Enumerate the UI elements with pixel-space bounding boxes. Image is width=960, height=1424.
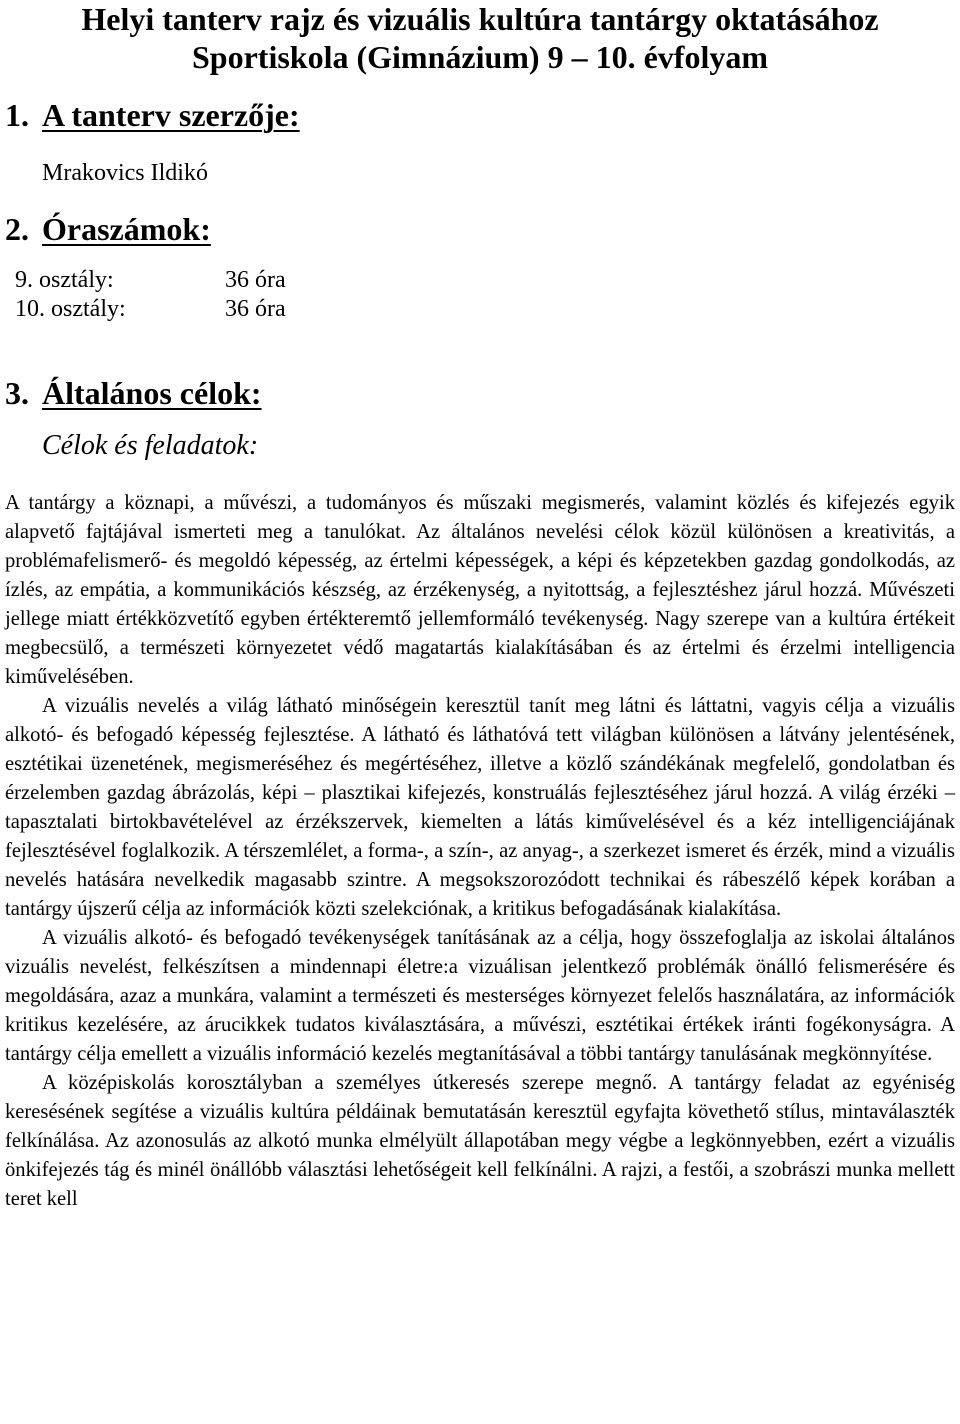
author-name: Mrakovics Ildikó xyxy=(42,160,208,186)
hours-row-value: 36 óra xyxy=(225,296,286,322)
hours-row-label: 10. osztály: xyxy=(15,296,126,322)
section-1-title: A tanterv szerzője: xyxy=(42,97,300,133)
hours-row-label: 9. osztály: xyxy=(15,267,114,293)
hours-row xyxy=(15,266,955,295)
title-line-1: Helyi tanterv rajz és vizuális kultúra tantárgy oktatásához xyxy=(81,1,879,37)
body-paragraph: A középiskolás korosztályban a személyes útkeresés szerepe megnő. A tantárgy feladat az egyéniség keresésének segítése a vizuális kultúra példáinak bemutatásán keresztül egyfajta követhető stílus, mintaválaszték felkínálása. Az azonosulás az alkotó munka elmélyült állapotában megy végbe a legkönnyebben, ezért a vizuális önkifejezés tág és minél önállóbb választási lehetőségeit kell felkínálni. A rajzi, a festői, a szobrászi munka mellett teret kell xyxy=(5,1072,955,1210)
section-1-heading xyxy=(5,96,955,134)
section-3-body xyxy=(5,489,955,1214)
section-2-heading xyxy=(5,210,955,248)
section-2-title: Óraszámok: xyxy=(42,211,211,247)
title-line-2: Sportiskola (Gimnázium) 9 – 10. évfolyam xyxy=(192,39,768,75)
hours-row xyxy=(15,295,955,324)
hours-table xyxy=(15,266,955,324)
section-2-number: 2. xyxy=(5,211,29,247)
section-3-number: 3. xyxy=(5,375,29,411)
section-3-heading xyxy=(5,374,955,412)
body-paragraph: A vizuális alkotó- és befogadó tevékenységek tanításának az a célja, hogy összefoglalja az iskolai általános vizuális nevelést, felkészítsen a mindennapi életre:a vizuálisan jelentkező problémák önálló felismerésére és megoldására, azaz a munkára, valamint a természeti és mesterséges környezet felelős használatára, az információk kritikus kezelésére, az árucikkek tudatos kiválasztására, a művészi, esztétikai értékek iránti fogékonyságra. A tantárgy célja emellett a vizuális információ kezelés megtanításával a többi tantárgy tanulásának megkönnyítése. xyxy=(5,927,955,1065)
section-1-number: 1. xyxy=(5,97,29,133)
body-paragraph: A vizuális nevelés a világ látható minőségein keresztül tanít meg látni és láttatni, vagyis célja a vizuális alkotó- és befogadó képesség fejlesztése. A látható és láthatóvá tett világban különösen a látvány jelentésének, esztétikai üzenetének, megismeréséhez és megértéséhez, illetve a közlő szándékának megfelelő, gondolatban és érzelemben gazdag ábrázolás, képi – plasztikai kifejezés, konstruálás fejlesztéséhez járul hozzá. A világ érzéki –tapasztalati birtokbavételével az érzékszervek, kiemelten a látás kiművelésével és a kéz intelligenciájának fejlesztésével foglalkozik. A térszemlélet, a forma-, a szín-, az anyag-, a szerkezet ismeret és érzék, mind a vizuális nevelés hatására nevelkedik magasabb szintre. A megsokszorozódott technikai és rábeszélő képek korában a tantárgy újszerű célja az információk közti szelekciónak, a kritikus befogadásának kialakítása. xyxy=(5,695,955,920)
hours-row-value: 36 óra xyxy=(225,267,286,293)
section-3-subheading: Célok és feladatok: xyxy=(42,430,259,461)
body-paragraph: A tantárgy a köznapi, a művészi, a tudományos és műszaki megismerés, valamint közlés és kifejezés egyik alapvető fajtájával ismerteti meg a tanulókat. Az általános nevelési célok közül különösen a kreativitás, a problémafelismerő- és megoldó képesség, az értelmi képességek, a képi és képzetekben gazdag gondolkodás, az ízlés, az empátia, a kommunikációs készség, az érzékenység, a nyitottság, a fejlesztéshez járul hozzá. Művészeti jellege miatt értékközvetítő egyben értékteremtő jellemformáló tevékenység. Nagy szerepe van a kultúra értékeit megbecsülő, a természeti környezetet védő magatartás kialakításában és az értelmi és érzelmi intelligencia kiművelésében. xyxy=(5,492,955,688)
document-title xyxy=(5,0,955,76)
section-3-title: Általános célok: xyxy=(42,375,262,411)
